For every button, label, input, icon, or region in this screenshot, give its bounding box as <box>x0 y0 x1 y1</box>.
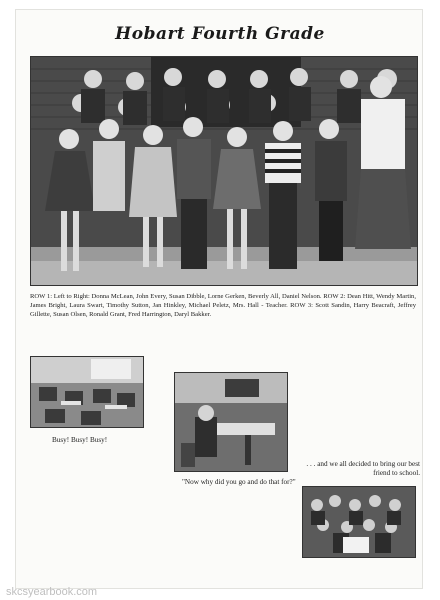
why-caption: "Now why did you go and do that for?" <box>182 478 296 486</box>
busy-caption: Busy! Busy! Busy! <box>52 436 108 444</box>
best-friend-caption: . . . and we all decided to bring our best friend to school. <box>306 460 420 477</box>
best-friend-photo <box>302 486 416 558</box>
watermark: skcsyearbook.com <box>6 586 98 598</box>
class-photo-caption: ROW 1: Left to Right: Donna McLean, John Every, Susan Dibble, Lorne Gerken, Beverly All, Daniel Nelson. ROW 2: Dean Hitt, Wendy Martin, James Bright, Laura Swart, Timothy Sutton, Jan Hinkley, Michael Peletz, Mrs. Hall - Teacher. ROW 3: Scott Sandin, Harry Beacraft, Jeffrey Gillette, Susan Olsen, Ronald Grant, Fred Harrington, Daryl Bakker. <box>30 293 416 318</box>
page-title: Hobart Fourth Grade <box>115 24 325 44</box>
class-photo <box>30 56 418 286</box>
classroom-photo-busy <box>30 356 144 428</box>
classroom-photo-why <box>174 372 288 472</box>
